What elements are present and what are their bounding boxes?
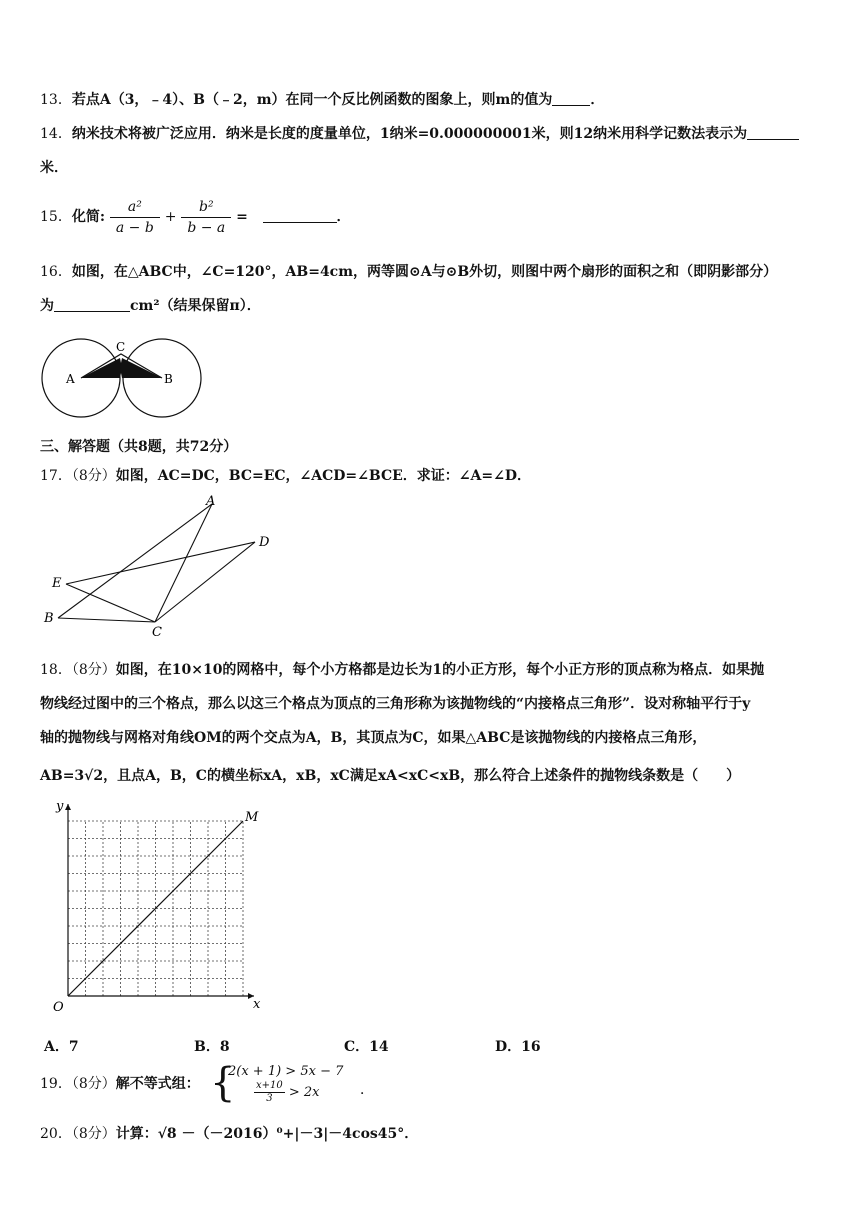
question-16-pre: 为 bbox=[40, 298, 54, 314]
label-e: E bbox=[52, 576, 62, 591]
segment-bc bbox=[58, 618, 155, 622]
question-14-number: 14． bbox=[40, 126, 72, 142]
segment-ed bbox=[66, 542, 255, 584]
inequality-2 bbox=[254, 1080, 320, 1105]
label-o: O bbox=[53, 1000, 64, 1015]
equals-sign: = bbox=[236, 209, 248, 225]
grid-figure bbox=[40, 798, 270, 1018]
question-20-text: 计算：√8 －（－2016）⁰+|－3|－4cos45°． bbox=[115, 1126, 419, 1142]
inequality-2-rest: > 2x bbox=[288, 1085, 320, 1100]
inequality-2-numerator: x+10 bbox=[256, 1080, 283, 1091]
question-13-number: 13． bbox=[40, 92, 72, 108]
question-19-number: 19．（8分） bbox=[40, 1076, 116, 1092]
question-18-line4: AB=3√2，且点A，B，C的横坐标xA，xB，xC满足xA<xC<xB，那么符合上述条件的抛物线条数是（ ） bbox=[40, 768, 741, 784]
question-13-text: 若点A（3，﹣4）、B（﹣2，m）在同一个反比例函数的图象上，则m的值为 bbox=[71, 92, 553, 108]
segment-dc bbox=[155, 542, 255, 622]
question-15-tail: ． bbox=[336, 209, 351, 225]
label-m: M bbox=[245, 810, 259, 825]
section-3-heading: 三、解答题（共8题，共72分） bbox=[40, 439, 238, 455]
question-14 bbox=[40, 124, 799, 144]
question-14-text: 纳米技术将被广泛应用．纳米是长度的度量单位，1纳米=0.000000001米，则12纳米用科学记数法表示为 bbox=[71, 126, 748, 142]
question-16 bbox=[40, 262, 777, 282]
question-15 bbox=[40, 196, 351, 238]
fraction-1-denominator: a − b bbox=[115, 219, 154, 236]
question-18-line1: 如图，在10×10的网格中，每个小方格都是边长为1的小正方形，每个小正方形的顶点称为格点．如果抛 bbox=[115, 662, 765, 678]
segment-ec bbox=[66, 584, 155, 622]
option-c[interactable]: C．14 bbox=[344, 1039, 389, 1055]
label-x: x bbox=[253, 997, 261, 1012]
fraction-1 bbox=[110, 197, 160, 238]
y-axis-arrow bbox=[65, 804, 71, 810]
plus-sign: + bbox=[164, 209, 177, 225]
segment-ac bbox=[155, 504, 212, 622]
question-16-answer-blank bbox=[54, 297, 130, 312]
left-brace: { bbox=[210, 1060, 236, 1106]
label-d: D bbox=[259, 535, 270, 550]
question-19 bbox=[40, 1074, 200, 1094]
question-16-line2 bbox=[40, 296, 261, 316]
label-a: A bbox=[206, 494, 216, 509]
label-y: y bbox=[56, 799, 64, 814]
question-17-text: 如图，AC=DC，BC=EC，∠ACD=∠BCE．求证：∠A=∠D． bbox=[115, 468, 531, 484]
fraction-2-denominator: b − a bbox=[187, 219, 226, 236]
question-16-post: cm²（结果保留π）． bbox=[130, 298, 261, 314]
label-b: B bbox=[164, 372, 173, 386]
option-b[interactable]: B．8 bbox=[194, 1039, 230, 1055]
question-14-tail: 米． bbox=[40, 160, 68, 176]
question-13-tail: ． bbox=[590, 92, 605, 108]
question-19-tail: ． bbox=[360, 1082, 374, 1098]
question-16-number: 16． bbox=[40, 264, 72, 280]
question-14-answer-blank bbox=[747, 125, 799, 140]
question-17 bbox=[40, 466, 531, 486]
question-18-line2: 物线经过图中的三个格点，那么以这三个格点为顶点的三角形称为该抛物线的“内接格点三角形”．设对称轴平行于y bbox=[40, 696, 751, 712]
question-19-text: 解不等式组： bbox=[115, 1076, 200, 1092]
question-15-number: 15． bbox=[40, 209, 72, 225]
question-15-answer-blank bbox=[263, 212, 337, 223]
inequality-2-denominator: 3 bbox=[266, 1093, 273, 1104]
label-c: C bbox=[116, 340, 126, 354]
question-18 bbox=[40, 660, 764, 680]
question-17-number: 17．（8分） bbox=[40, 468, 116, 484]
label-a: A bbox=[66, 372, 75, 386]
two-circles-figure bbox=[40, 336, 220, 426]
question-18-line3: 轴的抛物线与网格对角线OM的两个交点为A，B，其顶点为C，如果△ABC是该抛物线的内接格点三角形， bbox=[40, 730, 707, 746]
quadrilateral-figure bbox=[40, 494, 290, 640]
fraction-1-numerator: a² bbox=[110, 197, 160, 218]
segment-ba bbox=[58, 504, 212, 618]
inequality-system bbox=[210, 1060, 370, 1110]
question-20 bbox=[40, 1124, 418, 1144]
question-18-number: 18．（8分） bbox=[40, 662, 116, 678]
option-d[interactable]: D．16 bbox=[495, 1039, 541, 1055]
fraction-2-numerator: b² bbox=[181, 197, 231, 218]
question-16-text: 如图，在△ABC中，∠C=120°，AB=4cm，两等圆⊙A与⊙B外切，则图中两个扇形的面积之和（即阴影部分） bbox=[71, 264, 778, 280]
question-13 bbox=[40, 90, 604, 110]
inequality-2-fraction bbox=[254, 1080, 285, 1105]
question-20-number: 20．（8分） bbox=[40, 1126, 116, 1142]
label-b: B bbox=[44, 611, 54, 626]
option-a[interactable]: A．7 bbox=[44, 1039, 79, 1055]
question-13-answer-blank bbox=[552, 91, 590, 106]
question-15-label: 化简: bbox=[71, 209, 105, 225]
label-c: C bbox=[152, 625, 162, 640]
fraction-2 bbox=[181, 197, 231, 238]
inequality-1: 2(x + 1) > 5x − 7 bbox=[228, 1064, 344, 1079]
